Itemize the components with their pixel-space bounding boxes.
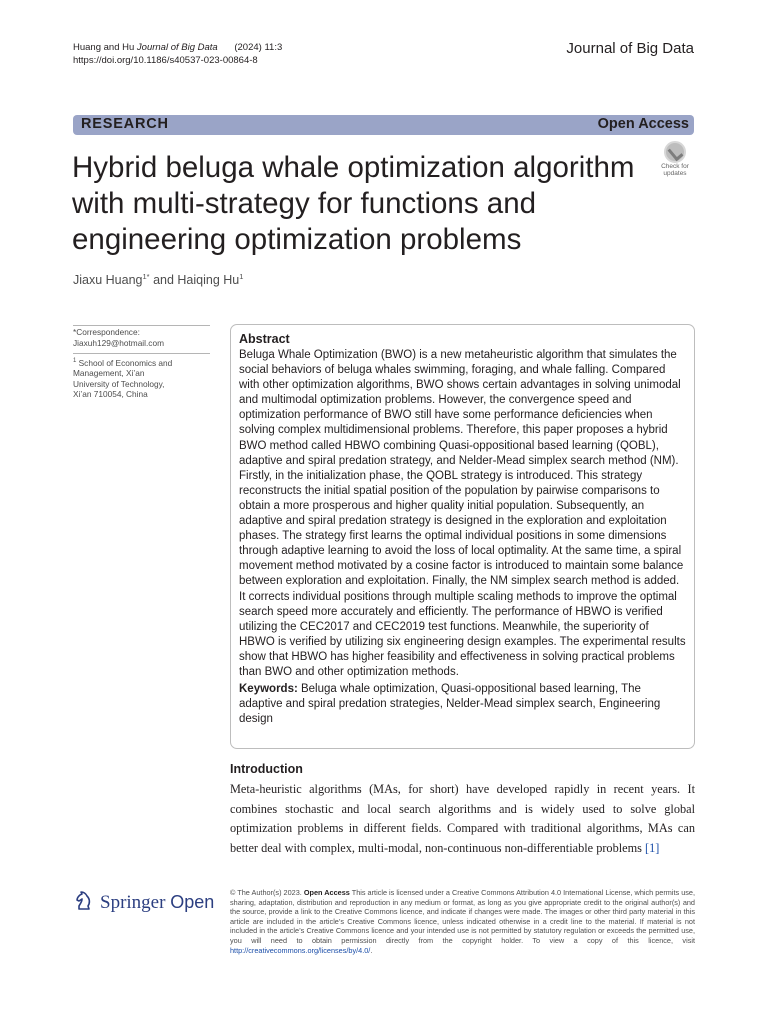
keywords-label: Keywords: bbox=[239, 683, 298, 696]
keywords bbox=[239, 682, 686, 727]
article-title: Hybrid beluga whale optimization algorithm with multi-strategy for functions and engineering optimization problems bbox=[72, 151, 635, 256]
license-oa-label: Open Access bbox=[303, 888, 350, 897]
divider bbox=[73, 325, 210, 326]
keywords-list: Beluga whale optimization, Quasi-oppositional based learning, The adaptive and spiral predation strategies, Nelder-Mead simplex search, Engineering design bbox=[239, 683, 661, 726]
affiliation-marker: 1 bbox=[73, 358, 77, 364]
open-access-label: Open Access bbox=[597, 116, 689, 132]
citation-link[interactable]: [1] bbox=[645, 840, 660, 855]
check-for-updates-badge[interactable] bbox=[655, 141, 695, 179]
correspondence-block bbox=[73, 327, 210, 348]
introduction-heading: Introduction bbox=[230, 762, 303, 776]
section-label: RESEARCH bbox=[81, 116, 169, 132]
header-authors: Huang and Hu bbox=[73, 42, 135, 53]
abstract-body: Beluga Whale Optimization (BWO) is a new metaheuristic algorithm that simulates the social behaviors of beluga whales swimming, foraging, and whale falling. Compared with other optimization algorithms, BWO shows certain advantages in solving unimodal and multimodal optimization problems. However, the convergence speed and optimization performance of BWO still have some performance deficiencies when solving complex multidimensional problems. Therefore, this paper proposes a hybrid BWO method called HBWO combining Quasi-oppositional based learning (QOBL), adaptive and spiral predation strategy, and Nelder-Mead simplex search method (NM). Firstly, in the initialization phase, the QOBL strategy is introduced. This strategy reconstructs the initial spatial position of the population by pairwise comparisons to obtain a more prosperous and higher quality initial population. Subsequently, an adaptive and spiral predation strategy is designed in the exploration and exploitation phases. The strategy first learns the optimal individual positions in some dimensions through adaptive learning to avoid the loss of local optimality. At the same time, a spiral movement method motivated by a cosine factor is introduced to maintain some balance between exploration and exploitation. Finally, the NM simplex search method is added. It corrects individual positions through multiple scaling methods to improve the optimal search speed more accurately and efficiently. The performance of HBWO is verified utilizing the CEC2017 and CEC2019 test functions. Meanwhile, the superiority of HBWO is verified by utilizing six engineering design examples. The experimental results show that HBWO has higher feasibility and effectiveness in solving practical problems than BWO and other optimization methods. bbox=[239, 349, 686, 678]
author-name[interactable]: Jiaxu Huang bbox=[73, 273, 143, 288]
badge-text: Check for updates bbox=[661, 163, 689, 177]
author-name[interactable]: Haiqing Hu bbox=[177, 273, 240, 288]
header-journal: Journal of Big Data bbox=[136, 42, 218, 53]
abstract-heading: Abstract bbox=[239, 332, 290, 346]
citation-line bbox=[73, 41, 282, 54]
author-list: Jiaxu Huang$^{1*}$ and Haiqing Hu$^1$ bbox=[73, 272, 244, 288]
abstract-box bbox=[230, 324, 695, 749]
check-mark-icon bbox=[664, 141, 686, 163]
license-link[interactable]: http://creativecommons.org/licenses/by/4.0/ bbox=[230, 945, 371, 955]
publisher-suffix: Open bbox=[170, 892, 215, 912]
journal-name: Journal of Big Data bbox=[566, 40, 694, 57]
affiliation-block bbox=[73, 356, 183, 400]
license-statement: © The Author(s) 2023. Open Access This article is licensed under a Creative Commons Attribution 4.0 International License, which permits use, sharing, adaptation, distribution and reproduction in any medium or format, as long as you give appropriate credit to the original author(s) and the source, provide a link to the Creative Commons licence, and indicate if changes were made. The images or other third party material in this article are included in the article’s Creative Commons licence, unless indicated otherwise in a credit line to the material. If material is not included in the article’s Creative Commons licence and your intended use is not permitted by statutory regulation or exceeds the permitted use, you will need to obtain permission directly from the copyright holder. To view a copy of this licence, visit http://creativecommons.org/licenses/by/4.0/. bbox=[230, 888, 696, 955]
divider bbox=[73, 353, 210, 354]
correspondence-email[interactable]: Jiaxuh129@hotmail.com bbox=[73, 337, 164, 348]
running-header bbox=[73, 41, 282, 67]
author-affiliation-marker: 1 bbox=[239, 272, 244, 281]
doi-link[interactable]: https://doi.org/10.1186/s40537-023-00864-8 bbox=[73, 55, 258, 66]
author-affiliation-marker: 1* bbox=[142, 272, 150, 281]
header-year-volume: (2024) 11:3 bbox=[234, 42, 283, 53]
introduction-text: Meta-heuristic algorithms (MAs, for short) have developed rapidly in recent years. It combines stochastic and local search algorithms and is widely used to solve global optimization problems in different fields. Compared with traditional algorithms, MAs can better deal with complex, multi-modal, non-continuous non-differentiable problems [1] bbox=[230, 782, 695, 855]
publisher-name: Springer bbox=[100, 892, 166, 913]
springer-open-logo bbox=[73, 887, 218, 917]
affiliation-text: School of Economics and Management, Xi’an University of Technology, Xi’an 710054, China bbox=[73, 357, 173, 400]
chess-knight-icon bbox=[73, 889, 95, 911]
article-type-banner bbox=[73, 115, 694, 135]
correspondence-label: *Correspondence: bbox=[73, 327, 140, 337]
